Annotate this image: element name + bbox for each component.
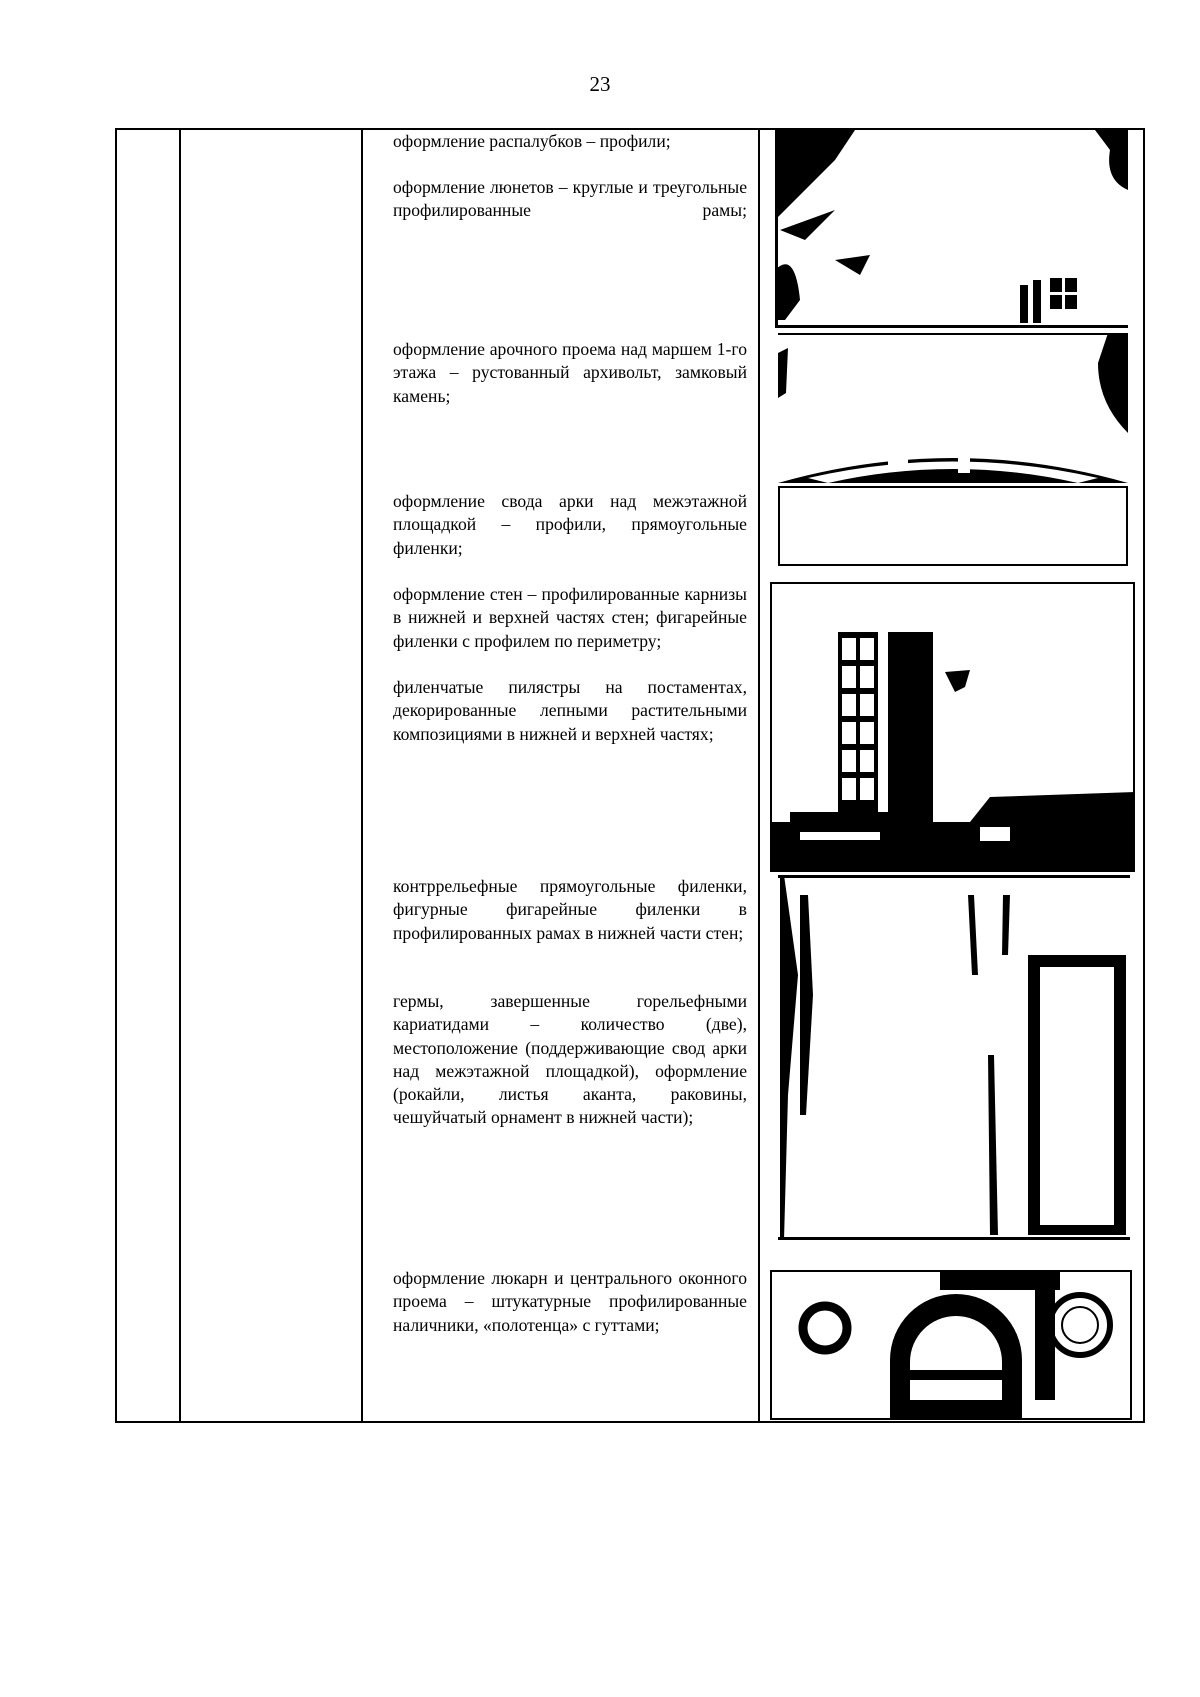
page-number: 23 [589,72,611,96]
item-text-7: контррельефные прямоугольные филенки, фигурные фигарейные филенки в профилированных рамах в нижней части стен; [393,876,747,943]
lucarne-photo [770,1270,1132,1420]
panels-photo [778,875,1130,1240]
item-text-2: оформление люнетов – круглые и треугольные профилированные рамы; [393,177,747,221]
item-text-9: оформление люкарн и центрального оконного проема – штукатурные профилированные наличники, «полотенца» с гуттами; [393,1268,747,1335]
palette-ceiling-photo [775,130,1128,328]
arch-vault-photo [778,486,1128,566]
arch-opening-photo [778,333,1128,483]
item-text-5: оформление стен – профилированные карнизы в нижней и верхней частях стен; фигарейные филенки с профилем по периметру; [393,584,747,651]
item-text-3: оформление арочного проема над маршем 1-го этажа – рустованный архивольт, замковый камень; [393,339,747,406]
column-divider-1 [179,130,181,1421]
item-text-6: филенчатые пилястры на постаментах, декорированные лепными растительными композициями в нижней и верхней частях; [393,677,747,744]
wall-window-photo [770,582,1135,872]
item-text-8: гермы, завершенные горельефными кариатидами – количество (две), местоположение (поддерживающие свод арки над межэтажной площадкой), оформление (рокайли, листья аканта, раковины, чешуйчатый орнамент в нижней части); [393,991,747,1128]
column-divider-3 [758,130,760,1421]
item-text-1: оформление распалубков – профили; [393,131,671,151]
item-text-4: оформление свода арки над межэтажной площадкой – профили, прямоугольные филенки; [393,491,747,558]
column-divider-2 [361,130,363,1421]
